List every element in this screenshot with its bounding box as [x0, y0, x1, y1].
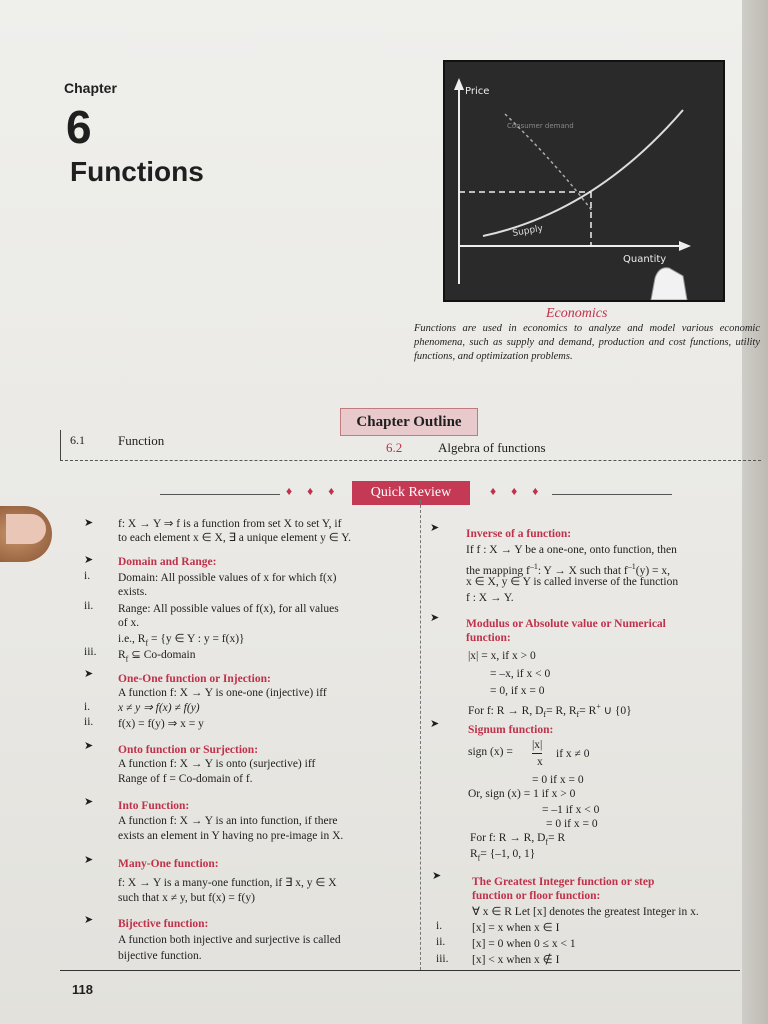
formula-line: Or, sign (x) = 1 if x > 0 — [468, 788, 576, 800]
section-heading: Into Function: — [118, 800, 190, 812]
diamond-ornament: ♦ ♦ ♦ — [286, 484, 341, 498]
text-line: exists. — [118, 586, 148, 598]
chapter-title: Functions — [70, 156, 204, 187]
economics-title: Economics — [546, 306, 608, 321]
formula-line: [x] = 0 when 0 ≤ x < 1 — [472, 938, 576, 950]
section-heading: function: — [466, 632, 511, 644]
text-line: to each element x ∈ X, ∃ a unique element y ∈ Y. — [118, 532, 351, 544]
text-line: x ≠ y ⇒ f(x) ≠ f(y) — [118, 702, 200, 714]
text-line: ∀ x ∈ R Let [x] denotes the greatest Integer in x. — [472, 906, 699, 918]
text-line: A function f: X → Y is an into function, if there — [118, 815, 338, 827]
thumbnail-nail — [6, 514, 46, 544]
text-line: A function f: X → Y is onto (surjective) iff — [118, 758, 316, 770]
outline-item-number: 6.1 — [70, 433, 85, 447]
column-divider — [420, 500, 421, 970]
bullet-arrow-icon: ➤ — [84, 740, 94, 752]
text-line: exists an element in Y having no pre-image in X. — [118, 830, 344, 842]
bullet-arrow-icon: ➤ — [84, 796, 94, 808]
list-marker: ii. — [436, 936, 446, 948]
formula-line: if x ≠ 0 — [556, 748, 590, 760]
list-marker: iii. — [436, 953, 449, 965]
text-line: i.e., $R_f = \{y$ ∈ Y : y = f(x)} — [118, 633, 245, 648]
divider-line — [160, 494, 280, 495]
formula-line: [x] < x when x ∉ I — [472, 954, 560, 966]
formula-line: = –1 if x < 0 — [542, 804, 600, 816]
list-marker: i. — [84, 570, 91, 582]
section-heading: The Greatest Integer function or step — [472, 876, 655, 888]
text-line: bijective function. — [118, 950, 202, 962]
page-number: 118 — [72, 982, 93, 997]
outline-item-number: 6.2 — [386, 440, 403, 455]
divider-line — [552, 494, 672, 495]
outline-item-label: Algebra of functions — [438, 440, 546, 455]
page-edge — [742, 0, 768, 1024]
bullet-arrow-icon: ➤ — [430, 612, 440, 624]
text-line: f : X → Y. — [466, 592, 514, 604]
chapter-number: 6 — [66, 101, 92, 153]
list-marker: i. — [84, 701, 91, 713]
bullet-arrow-icon: ➤ — [84, 517, 94, 529]
text-line: the mapping $f^{-1}$: Y → X such that $f^{-1}(y) = x$, — [466, 562, 671, 577]
section-heading: function or floor function: — [472, 890, 601, 902]
hand-illustration — [651, 268, 687, 300]
list-marker: ii. — [84, 716, 94, 728]
section-heading: Inverse of a function: — [466, 528, 572, 540]
formula-line: |x| = x, if x > 0 — [468, 650, 536, 662]
section-heading: Signum function: — [468, 724, 554, 736]
section-heading: One-One function or Injection: — [118, 673, 271, 685]
chapter-outline-heading: Chapter Outline — [340, 408, 478, 436]
formula-line: = –x, if x < 0 — [490, 668, 551, 680]
list-marker: ii. — [84, 600, 94, 612]
formula-line: = 0, if x = 0 — [490, 685, 545, 697]
bullet-arrow-icon: ➤ — [430, 522, 440, 534]
fraction-numerator: |x| — [532, 739, 542, 754]
text-line: Range: All possible values of f(x), for all values — [118, 603, 339, 615]
text-line: $R_f$ ⊆ Co-domain — [118, 649, 196, 664]
formula-line: = 0 if x = 0 — [532, 774, 584, 786]
list-marker: i. — [436, 920, 443, 932]
text-line: Range of f = Co-domain of f. — [118, 773, 253, 785]
bullet-arrow-icon: ➤ — [84, 854, 94, 866]
text-line: Domain: All possible values of x for which f(x) — [118, 572, 337, 584]
section-heading: Modulus or Absolute value or Numerical — [466, 618, 666, 630]
list-marker: iii. — [84, 646, 97, 658]
bullet-arrow-icon: ➤ — [432, 870, 442, 882]
economics-text: Functions are used in economics to analyze and model various economic phenomena, such as supply and demand, production and cost functions, utility functions, and optimization problems. — [414, 323, 760, 362]
footer-rule — [60, 970, 740, 971]
supply-label: Supply — [511, 223, 544, 239]
supply-demand-illustration — [443, 60, 725, 302]
text-line: f: X → Y ⇒ f is a function from set X to set Y, if — [118, 518, 342, 530]
formula-line: $R_f= \{-1$, 0, 1} — [470, 848, 536, 863]
formula-line: [x] = x when x ∈ I — [472, 922, 560, 934]
text-line: such that x ≠ y, but f(x) = f(y) — [118, 892, 255, 904]
section-heading: Domain and Range: — [118, 556, 217, 568]
formula-line: sign (x) = — [468, 746, 513, 758]
fraction-denominator: x — [537, 756, 543, 768]
quantity-label: Quantity — [623, 254, 667, 265]
bullet-arrow-icon: ➤ — [84, 914, 94, 926]
section-heading: Many-One function: — [118, 858, 219, 870]
text-line: x ∈ X, y ∈ Y is called inverse of the function — [466, 576, 679, 588]
formula-line: For f: R → R, $D_f= R$ — [470, 832, 566, 847]
bullet-arrow-icon: ➤ — [430, 718, 440, 730]
section-heading: Bijective function: — [118, 918, 209, 930]
bullet-arrow-icon: ➤ — [84, 554, 94, 566]
diamond-ornament: ♦ ♦ ♦ — [490, 484, 545, 498]
text-line: of x. — [118, 617, 140, 629]
quick-review-heading: Quick Review — [352, 481, 470, 505]
text-line: f: X → Y is a many-one function, if ∃ x, y ∈ X — [118, 877, 337, 889]
formula-line: For f: R → R, $D_f= R$, $R_f= R^+$ ∪ {0} — [468, 702, 632, 720]
text-line: A function both injective and surjective is called — [118, 934, 341, 946]
text-line: If f : X → Y be a one-one, onto function, then — [466, 544, 677, 556]
bullet-arrow-icon: ➤ — [84, 668, 94, 680]
text-line: f(x) = f(y) ⇒ x = y — [118, 718, 204, 730]
price-label: Price — [465, 86, 490, 97]
section-heading: Onto function or Surjection: — [118, 744, 259, 756]
outline-item-label: Function — [118, 433, 165, 448]
chapter-label: Chapter — [64, 80, 117, 96]
demand-label: Consumer demand — [507, 122, 574, 130]
text-line: A function f: X → Y is one-one (injective) iff — [118, 687, 327, 699]
formula-line: = 0 if x = 0 — [546, 818, 598, 830]
